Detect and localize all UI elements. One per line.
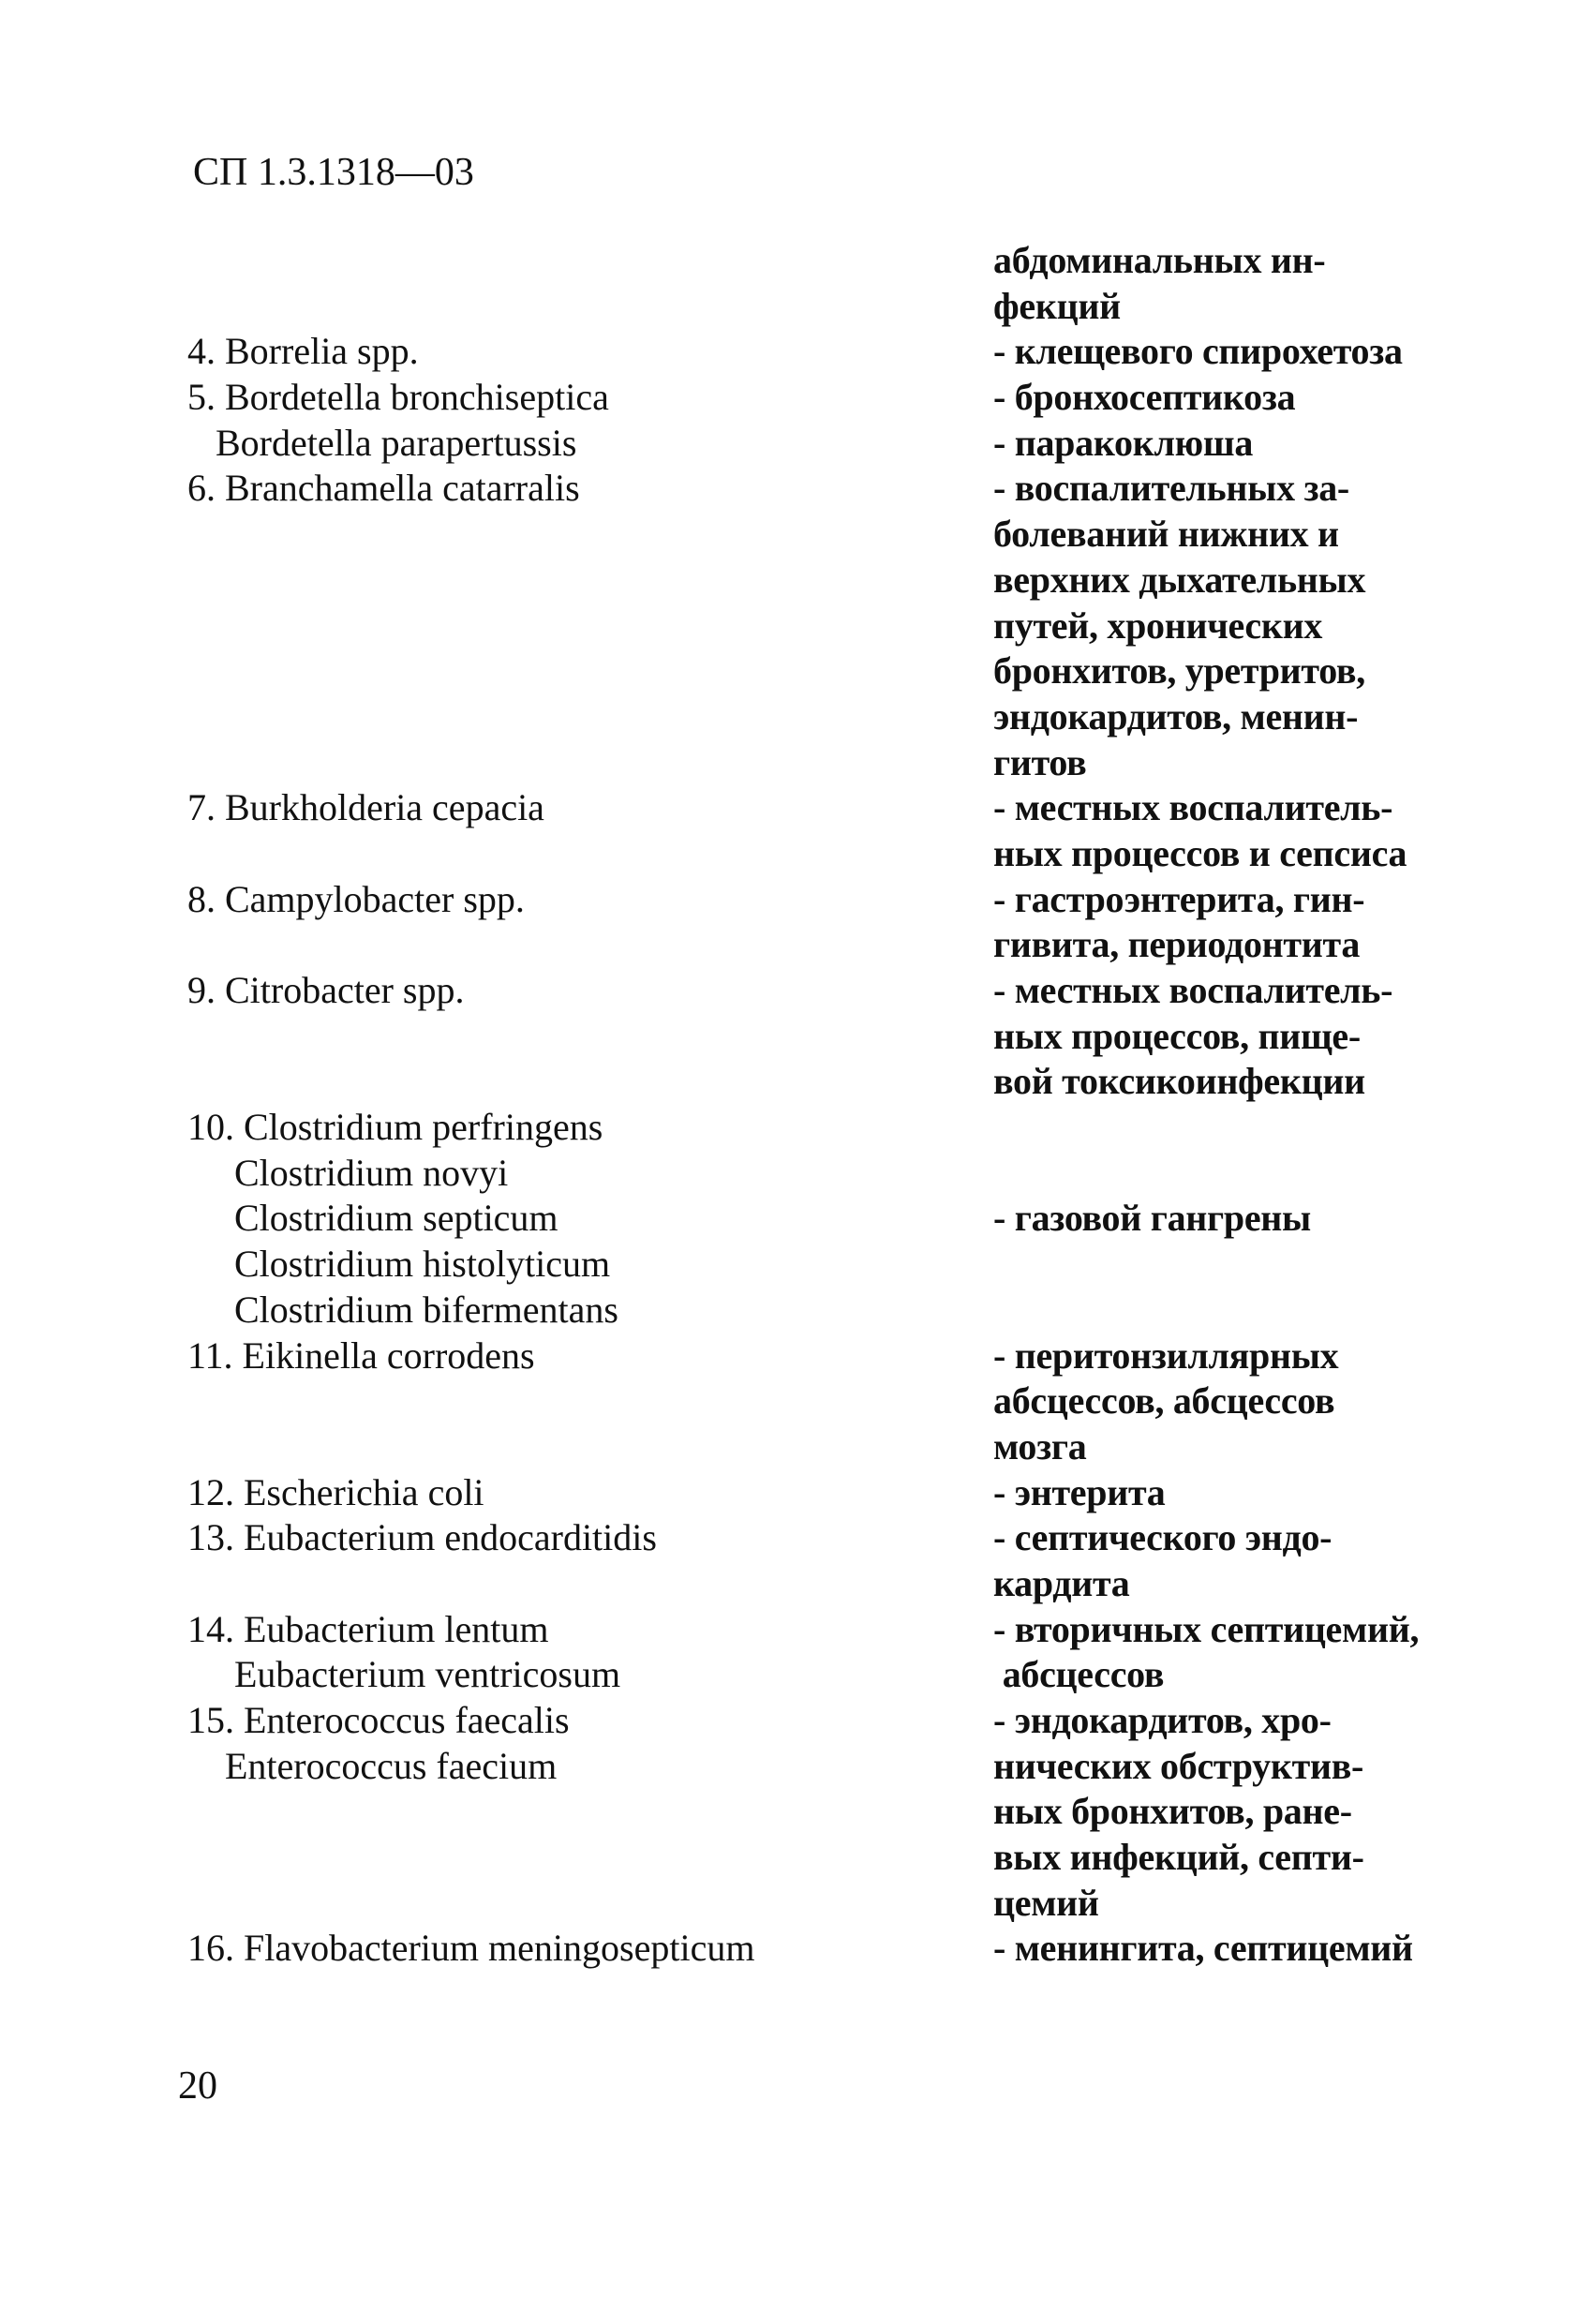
disease-cell: [993, 1333, 1415, 1470]
organism-line: 8. Campylobacter spp.: [187, 877, 525, 920]
organism-line: 10. Clostridium perfringens: [187, 1106, 603, 1149]
organism-line: Clostridium novyi: [187, 1151, 509, 1194]
disease-line: - энтерита: [993, 1470, 1166, 1513]
disease-line: гитов: [993, 740, 1087, 783]
disease-cell: [993, 1515, 1415, 1606]
table-row: [187, 877, 1415, 968]
disease-cell: [993, 1105, 1415, 1333]
disease-line: путей, хронических: [993, 603, 1323, 647]
organism-cell: [187, 1607, 993, 1698]
organism-cell: [187, 1698, 993, 1789]
organism-cell: [187, 329, 993, 375]
disease-line: - местных воспалитель-: [993, 786, 1393, 829]
organism-line: [187, 238, 993, 284]
disease-line: верхних дыхательных: [993, 558, 1366, 601]
disease-line: [993, 1242, 1415, 1288]
organism-line: 6. Branchamella catarralis: [187, 467, 580, 510]
organism-line: 9. Citrobacter spp.: [187, 969, 465, 1011]
disease-line: [993, 1151, 1415, 1197]
organism-line: Clostridium histolyticum: [187, 1243, 611, 1286]
disease-line: мозга: [993, 1424, 1087, 1467]
disease-line: - перитонзиллярных: [993, 1333, 1339, 1377]
organism-cell: [187, 1333, 993, 1379]
table-row: [187, 375, 1415, 466]
disease-cell: [993, 375, 1415, 466]
disease-line: [993, 1105, 1415, 1151]
organism-cell: [187, 1515, 993, 1561]
disease-line: болеваний нижних и: [993, 513, 1339, 556]
organism-cell: [187, 375, 993, 466]
disease-line: цемий: [993, 1881, 1099, 1924]
document-code-header: СП 1.3.1318—03: [193, 151, 474, 194]
organism-cell: [187, 877, 993, 923]
disease-line: - паракоклюша: [993, 421, 1254, 464]
disease-line: - вторичных септицемий,: [993, 1607, 1420, 1650]
disease-cell: [993, 1926, 1415, 1972]
disease-cell: [993, 968, 1415, 1105]
table-row: [187, 1470, 1415, 1516]
disease-cell: [993, 785, 1415, 876]
disease-cell: [993, 877, 1415, 968]
disease-line: - гастроэнтерита, гин-: [993, 877, 1365, 920]
table-row: [187, 785, 1415, 876]
disease-line: - газовой гангрены: [993, 1197, 1311, 1240]
disease-cell: [993, 238, 1415, 329]
disease-line: [993, 1288, 1415, 1333]
disease-line: вых инфекций, септи-: [993, 1836, 1364, 1879]
disease-line: нических обструктив-: [993, 1744, 1364, 1787]
organism-line: 12. Escherichia coli: [187, 1470, 484, 1513]
disease-line: эндокардитов, менин-: [993, 694, 1359, 737]
organism-cell: [187, 968, 993, 1014]
organism-line: 13. Eubacterium endocarditidis: [187, 1516, 657, 1559]
organism-line: 15. Enterococcus faecalis: [187, 1699, 570, 1741]
table-row: [187, 1607, 1420, 1698]
organism-disease-table: [187, 238, 1420, 1972]
disease-line: гивита, периодонтита: [993, 923, 1361, 966]
page-number: 20: [178, 2064, 217, 2108]
disease-line: кардита: [993, 1561, 1130, 1604]
disease-line: бронхитов, уретритов,: [993, 649, 1365, 693]
table-row: [187, 329, 1415, 375]
disease-line: - местных воспалитель-: [993, 969, 1393, 1011]
table-row: [187, 1698, 1415, 1926]
disease-line: - менингита, септицемий: [993, 1927, 1413, 1970]
disease-line: - воспалительных за-: [993, 467, 1349, 510]
organism-cell: [187, 238, 993, 284]
organism-line: 14. Eubacterium lentum: [187, 1607, 549, 1650]
organism-cell: [187, 1926, 993, 1972]
organism-line: Clostridium bifermentans: [187, 1288, 618, 1331]
table-row: [187, 968, 1415, 1105]
table-row: [187, 1515, 1415, 1606]
disease-line: - клещевого спирохетоза: [993, 330, 1403, 373]
disease-line: абдоминальных ин-: [993, 239, 1326, 281]
disease-cell: [993, 466, 1415, 785]
table-row: [187, 1105, 1415, 1333]
disease-line: ных процессов и сепсиса: [993, 831, 1407, 874]
disease-cell: [993, 1470, 1415, 1516]
organism-line: 11. Eikinella corrodens: [187, 1333, 535, 1377]
organism-line: 4. Borrelia spp.: [187, 330, 419, 373]
table-row: [187, 466, 1415, 785]
disease-line: - эндокардитов, хро-: [993, 1699, 1332, 1741]
table-row: [187, 1926, 1415, 1972]
organism-cell: [187, 466, 993, 512]
organism-cell: [187, 1470, 993, 1516]
organism-cell: [187, 785, 993, 831]
organism-line: 7. Burkholderia cepacia: [187, 786, 544, 829]
organism-line: Eubacterium ventricosum: [187, 1653, 621, 1696]
disease-line: - бронхосептикоза: [993, 376, 1296, 419]
organism-line: Enterococcus faecium: [187, 1744, 558, 1787]
organism-line: Clostridium septicum: [187, 1197, 558, 1240]
disease-line: ных бронхитов, ране-: [993, 1790, 1352, 1833]
disease-cell: [993, 1607, 1419, 1698]
table-row: [187, 238, 1415, 329]
table-row: [187, 1333, 1415, 1470]
disease-line: абсцессов: [993, 1653, 1165, 1696]
organism-line: 16. Flavobacterium meningosepticum: [187, 1927, 755, 1970]
disease-line: фекций: [993, 284, 1121, 327]
disease-line: - септического эндо-: [993, 1516, 1332, 1559]
organism-line: 5. Bordetella bronchiseptica: [187, 376, 609, 419]
organism-line: Bordetella parapertussis: [187, 421, 577, 464]
organism-cell: [187, 1105, 993, 1333]
disease-line: абсцессов, абсцессов: [993, 1379, 1335, 1423]
disease-cell: [993, 1698, 1415, 1926]
disease-cell: [993, 329, 1415, 375]
disease-line: вой токсикоинфекции: [993, 1060, 1365, 1103]
disease-line: ных процессов, пище-: [993, 1014, 1361, 1057]
